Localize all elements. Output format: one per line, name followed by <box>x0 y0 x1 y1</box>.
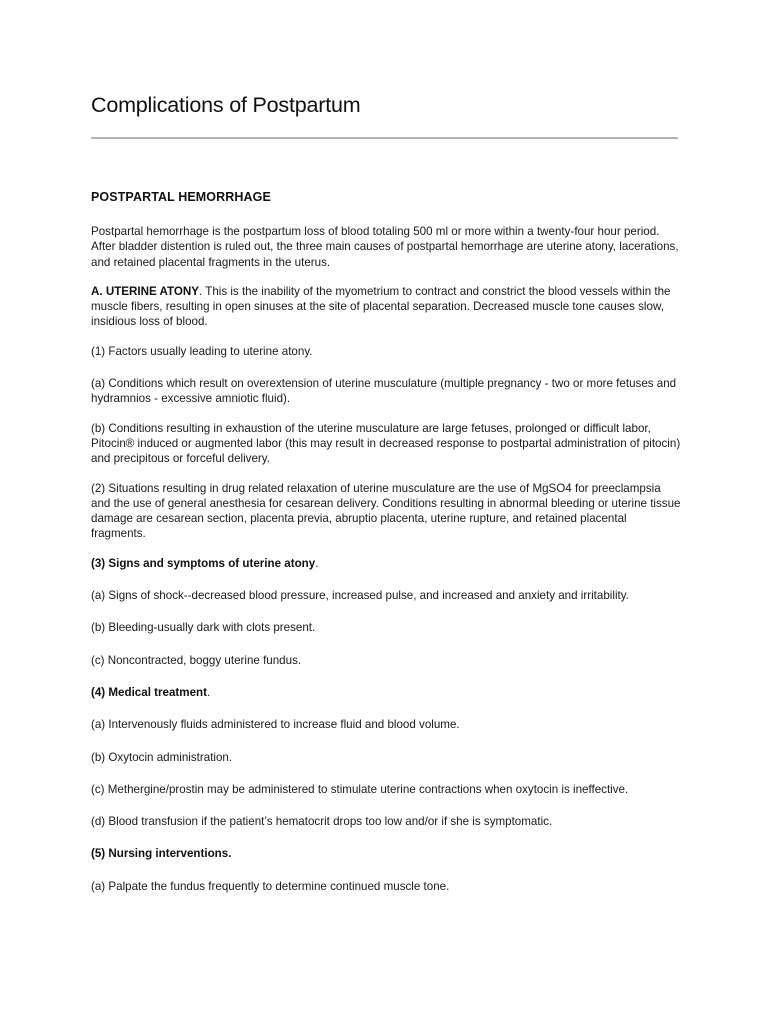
uterine-atony-text: . This is the inability of the myometrium to contract and constrict the blood vessels within the muscle fibers, resulting in open sinuses at the site of placental separation. Decreased muscle tone causes slow, insidious loss of blood. <box>91 284 671 329</box>
medical-a: (a) Intervenously fluids administered to increase fluid and blood volume. <box>91 718 460 732</box>
medical-c: (c) Methergine/prostin may be administered to stimulate uterine contractions when oxytocin is ineffective. <box>91 782 629 796</box>
medical-d: (d) Blood transfusion if the patient’s hematocrit drops too low and/or if she is symptomatic. <box>91 815 553 829</box>
nursing-heading-line <box>91 846 683 861</box>
factors-heading: (1) Factors usually leading to uterine atony. <box>91 344 313 358</box>
sign-c: (c) Noncontracted, boggy uterine fundus. <box>91 653 302 667</box>
page-title: Complications of Postpartum <box>91 93 361 117</box>
medical-number: (4) <box>91 685 109 699</box>
medical-heading-period: . <box>206 685 211 699</box>
medical-heading: Medical treatment <box>108 685 207 699</box>
signs-heading-period: . <box>315 556 319 570</box>
factor-b-paragraph: (b) Conditions resulting in exhaustion of the uterine musculature are large fetuses, prolonged or difficult labor, Pitocin® induced or augmented labor (this may result in decreased response to postpartal administration of pitocin) and precipitous or forceful delivery. <box>91 421 681 466</box>
medical-b: (b) Oxytocin administration. <box>91 750 233 764</box>
document-body <box>91 224 683 911</box>
uterine-atony-heading: A. UTERINE ATONY <box>91 284 199 298</box>
sign-b: (b) Bleeding-usually dark with clots present. <box>91 621 316 635</box>
situations-paragraph: (2) Situations resulting in drug related relaxation of uterine musculature are the use of MgSO4 for preeclampsia and the use of general anesthesia for cesarean delivery. Conditions resulting in abnormal bleeding or uterine tissue damage are cesarean section, placenta previa, abruptio placenta, uterine rupture, and retained placental fragments. <box>91 481 681 541</box>
nursing-a: (a) Palpate the fundus frequently to determine continued muscle tone. <box>91 879 450 893</box>
medical-heading-line <box>91 685 683 700</box>
intro-paragraph: Postpartal hemorrhage is the postpartum loss of blood totaling 500 ml or more within a twenty-four hour period. After bladder distention is ruled out, the three main causes of postpartal hemorrhage are uterine atony, lacerations, and retained placental fragments in the uterus. <box>91 225 679 269</box>
section-heading: POSTPARTAL HEMORRHAGE <box>91 190 271 204</box>
sign-a: (a) Signs of shock--decreased blood pressure, increased pulse, and increased and anxiety and irritability. <box>91 589 629 603</box>
signs-heading: (3) Signs and symptoms of uterine atony <box>91 556 316 570</box>
signs-heading-line <box>91 556 683 571</box>
title-divider <box>91 137 678 139</box>
uterine-atony-paragraph <box>91 284 683 330</box>
nursing-heading: (5) Nursing interventions. <box>91 847 232 861</box>
factor-a-paragraph: (a) Conditions which result on overextension of uterine musculature (multiple pregnancy - two or more fetuses and hydramnios - excessive amniotic fluid). <box>91 377 677 406</box>
